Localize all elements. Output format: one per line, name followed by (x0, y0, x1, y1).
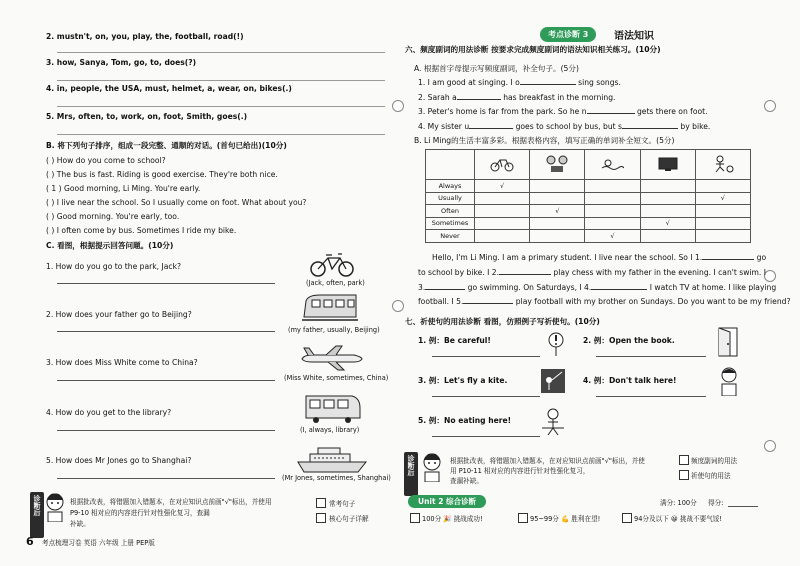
result-checkbox[interactable] (410, 513, 420, 523)
train-icon (300, 293, 360, 323)
section-a-title: A. 根据首字母提示写频度副词，补全句子。(5分) (414, 64, 579, 73)
answer-line[interactable] (432, 356, 540, 357)
footer-text-3: 补缺。 (70, 520, 90, 528)
row-often: Often (426, 205, 475, 218)
result-below-94: 94分及以下 😀 挑战不要气馁! (634, 515, 723, 523)
table-cell (640, 192, 695, 205)
fill-sentence-3: 3. Peter's home is far from the park. So he n gets there on foot. (418, 107, 708, 116)
sentence-2: 2. mustn't, on, you, play, the, football, road(!) (46, 32, 244, 41)
diag-text-1: 根据批改表，将错题加入错题本，在对应知识点前画"√"标出，并使 (450, 457, 645, 465)
subway-icon (302, 392, 364, 424)
activity-cycling (475, 150, 530, 180)
binding-ring (764, 100, 776, 112)
checkbox-common-sentences[interactable] (316, 498, 326, 508)
table-cell (695, 230, 750, 243)
result-checkbox[interactable] (518, 513, 528, 523)
hint-5: (Mr Jones, sometimes, Shanghai) (282, 474, 391, 482)
hint-3: (Miss White, sometimes, China) (284, 374, 389, 382)
imperative-2: 2. 例：Open the book. (583, 336, 675, 345)
bicycle-icon (308, 252, 356, 278)
passage-line-3: 3. go swimming. On Saturdays, I 4. I watch TV at home. I like playing (418, 283, 777, 292)
section-b-title: B. 将下列句子排序，组成一段完整、通顺的对话。(首句已给出)(10分) (46, 141, 287, 150)
sentence-4: 4. in, people, the USA, must, helmet, a, wear, on, bikes(.) (46, 84, 292, 93)
imperative-4: 4. 例：Don't talk here! (583, 376, 677, 385)
passage-line-4: football. I 5. play football with my brother on Sundays. Do you want to be my friend? (418, 297, 791, 306)
binding-ring (392, 100, 404, 112)
page-number: 6 (26, 535, 34, 548)
score-input[interactable] (728, 506, 758, 507)
question-3: 3. How does Miss White come to China? (46, 358, 198, 367)
order-row: ( ) I live near the school. So I usually come on foot. What about you? (46, 198, 307, 207)
sentence-3: 3. how, Sanya, Tom, go, to, does(?) (46, 58, 197, 67)
answer-line[interactable] (57, 80, 385, 81)
answer-line[interactable] (57, 134, 385, 135)
section-c-title: C. 看图，根据提示回答问题。(10分) (46, 241, 174, 250)
order-row: ( ) Good morning. You're early, too. (46, 212, 180, 221)
checkbox-label: 常考句子 (329, 500, 356, 508)
diagnosis-tag: 诊断后 (30, 492, 44, 538)
boy-icon (420, 452, 444, 482)
activity-football (695, 150, 750, 180)
table-cell (530, 180, 585, 193)
table-cell (695, 180, 750, 193)
fill-sentence-2: 2. Sarah a has breakfast in the morning. (418, 93, 616, 102)
passage-line-2: to school by bike. I 2. play chess with my father in the evening. I can't swim. I (418, 268, 766, 277)
table-cell (530, 192, 585, 205)
frequency-table (425, 149, 751, 243)
question-1: 1. How do you go to the park, Jack? (46, 262, 181, 271)
table-cell (695, 217, 750, 230)
total-score: 满分: 100分 (660, 499, 697, 507)
table-cell (585, 192, 640, 205)
tv-icon (656, 156, 680, 172)
quiet-kid-icon (716, 366, 742, 396)
football-icon (711, 155, 735, 173)
answer-line[interactable] (57, 106, 385, 107)
question-4: 4. How do you get to the library? (46, 408, 172, 417)
hint-2: (my father, usually, Beijing) (288, 326, 380, 334)
answer-line[interactable] (57, 331, 275, 332)
row-always: Always (426, 180, 475, 193)
order-row: ( ) The bus is fast. Riding is good exercise. They're both nice. (46, 170, 278, 179)
checkbox-frequency-adverbs[interactable] (679, 455, 689, 465)
activity-tv (640, 150, 695, 180)
fishing-icon (540, 368, 566, 394)
plane-icon (300, 345, 364, 371)
door-icon (716, 326, 742, 358)
answer-line[interactable] (432, 436, 540, 437)
answer-line[interactable] (57, 52, 385, 53)
order-row: ( 1 ) Good morning, Li Ming. You're early. (46, 184, 201, 193)
passage-line-1: Hello, I'm Li Ming. I am a primary student. I live near the school. So I 1. go (432, 253, 767, 262)
question-5: 5. How does Mr Jones go to Shanghai? (46, 456, 192, 465)
section-heading: 语法知识 (614, 31, 654, 42)
imperative-5: 5. 例：No eating here! (418, 416, 512, 425)
answer-line[interactable] (57, 478, 275, 479)
table-cell (475, 205, 530, 218)
checkbox-core-sentences[interactable] (316, 513, 326, 523)
sentence-5: 5. Mrs, often, to, work, on, foot, Smith, goes(.) (46, 112, 248, 121)
checkbox-label: 频度副词的用法 (691, 457, 738, 465)
order-row: ( ) How do you come to school? (46, 156, 166, 165)
order-row: ( ) I often come by bus. Sometimes I ride my bike. (46, 226, 237, 235)
answer-line[interactable] (432, 396, 540, 397)
table-cell: √ (475, 180, 530, 193)
ship-icon (296, 446, 368, 474)
binding-ring (392, 300, 404, 312)
imperative-3: 3. 例：Let's fly a kite. (418, 376, 508, 385)
question-2: 2. How does your father go to Beijing? (46, 310, 192, 319)
section-b-title: B. Li Ming的生活丰富多彩。根据表格内容，填写正确的单词补全短文。(5分) (414, 136, 675, 145)
fill-sentence-4: 4. My sister u goes to school by bus, but s by bike. (418, 122, 711, 131)
diag-text-3: 查漏补缺。 (450, 477, 483, 485)
table-cell (640, 230, 695, 243)
bicycle-icon (490, 156, 514, 172)
table-cell (475, 217, 530, 230)
activity-swimming (585, 150, 640, 180)
caution-sign-icon (546, 332, 566, 356)
footer-text-1: 根据批改表，将错题加入错题本，在对应知识点前画"√"标出，并使用 (70, 498, 272, 506)
answer-line[interactable] (596, 396, 706, 397)
row-sometimes: Sometimes (426, 217, 475, 230)
boy-icon (44, 492, 66, 522)
table-cell (530, 230, 585, 243)
hint-4: (I, always, library) (300, 426, 360, 434)
table-cell (585, 205, 640, 218)
answer-line[interactable] (596, 356, 706, 357)
table-cell (585, 217, 640, 230)
footer-text-2: P9-10 相对应的内容进行针对性强化复习，查漏 (70, 509, 210, 517)
result-100: 100分 🎉 挑战成功! (422, 515, 483, 523)
checkbox-label: 核心句子详解 (329, 515, 369, 523)
unit-label: Unit 2 综合诊断 (408, 495, 486, 508)
swimming-icon (600, 156, 624, 172)
row-never: Never (426, 230, 475, 243)
page-caption: 考点梳理习卷 英语 六年级 上册 PEP版 (42, 539, 155, 547)
table-cell: √ (695, 192, 750, 205)
fill-sentence-1: 1. I am good at singing. I o sing songs. (418, 78, 621, 87)
diagnosis-banner: 考点诊断 3 (540, 27, 596, 42)
table-cell (640, 205, 695, 218)
table-cell: √ (530, 205, 585, 218)
score-label: 得分: (708, 499, 724, 507)
diag-text-2: 用 P10-11 相对应的内容进行针对性强化复习， (450, 467, 590, 475)
answer-line[interactable] (57, 283, 275, 284)
checkbox-imperatives[interactable] (679, 470, 689, 480)
checkbox-label: 祈使句的用法 (691, 472, 731, 480)
binding-ring (764, 440, 776, 452)
table-cell (695, 205, 750, 218)
row-usually: Usually (426, 192, 475, 205)
imperative-1: 1. 例：Be careful! (418, 336, 491, 345)
section-6-title: 六、频度副词的用法诊断 按要求完成频度副词的语法知识相关练习。(10分) (405, 45, 661, 54)
table-cell: √ (585, 230, 640, 243)
answer-line[interactable] (57, 430, 275, 431)
table-cell (585, 180, 640, 193)
diagnosis-tag: 诊断后 (404, 452, 418, 496)
no-eating-icon (540, 406, 566, 436)
hint-1: (Jack, often, park) (306, 279, 365, 287)
table-cell (640, 180, 695, 193)
result-checkbox[interactable] (622, 513, 632, 523)
chess-icon (545, 155, 569, 173)
table-cell (475, 230, 530, 243)
section-7-title: 七、祈使句的用法诊断 看图，仿照例子写祈使句。(10分) (405, 317, 600, 326)
table-cell (530, 217, 585, 230)
table-cell (475, 192, 530, 205)
answer-line[interactable] (57, 380, 275, 381)
table-cell: √ (640, 217, 695, 230)
activity-chess (530, 150, 585, 180)
result-95-99: 95~99分 💪 胜利在望! (530, 515, 601, 523)
